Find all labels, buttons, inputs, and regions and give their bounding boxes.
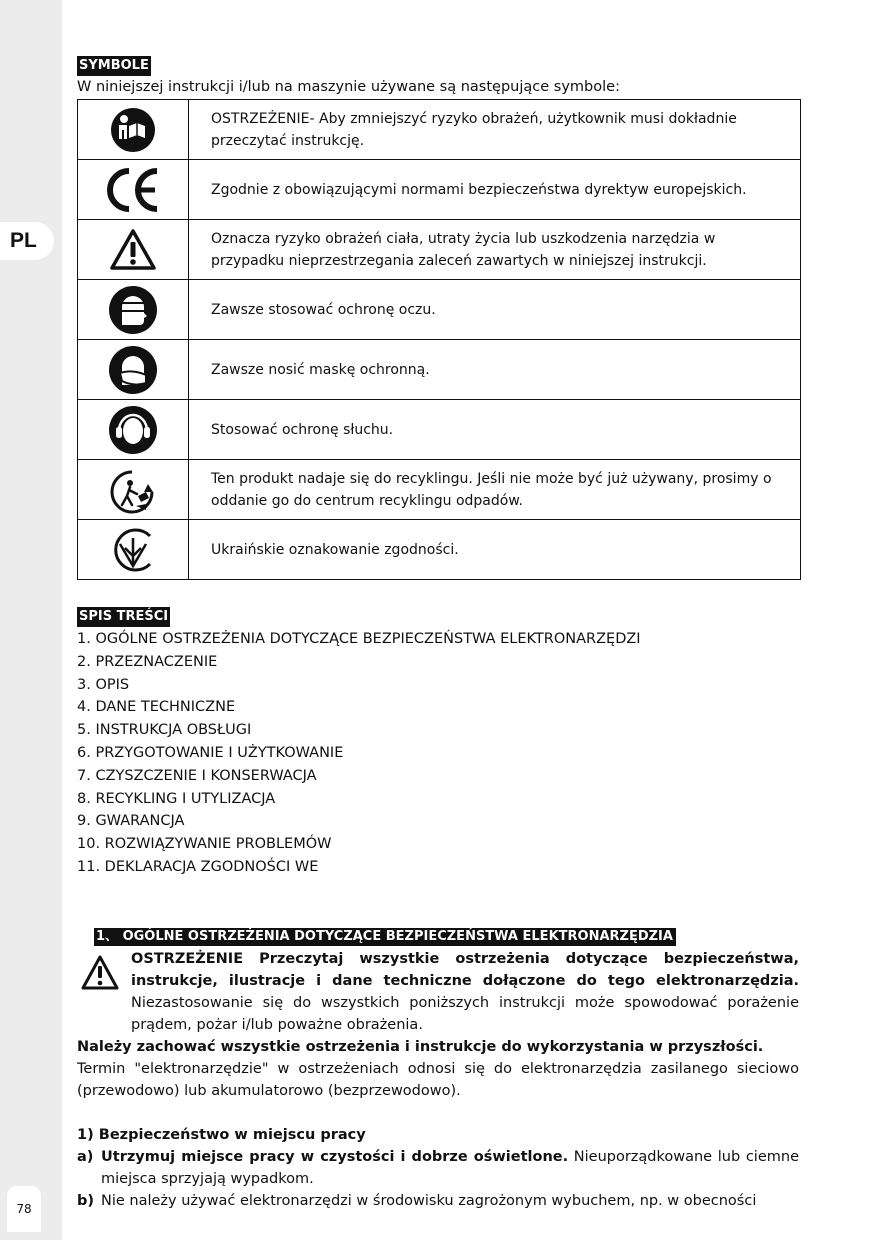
ce-mark-icon <box>105 167 161 213</box>
symbol-description: Ukraińskie oznakowanie zgodności. <box>189 520 801 580</box>
symbol-description: Ten produkt nadaje się do recyklingu. Jeśli nie może być już używany, prosimy o oddanie go do centrum recyklingu odpadów. <box>189 460 801 520</box>
list-item-bold: Utrzymuj miejsce pracy w czystości i dobrze oświetlone. <box>101 1149 569 1165</box>
language-tab: PL <box>0 222 54 260</box>
toc-item: 11. DEKLARACJA ZGODNOŚCI WE <box>77 858 319 875</box>
symbol-description: Stosować ochronę słuchu. <box>189 400 801 460</box>
symbol-description: Zawsze stosować ochronę oczu. <box>189 280 801 340</box>
toc-item: 9. GWARANCJA <box>77 813 185 830</box>
dust-mask-icon <box>108 345 158 395</box>
list-item <box>77 1146 799 1190</box>
ukrainian-conformity-icon <box>108 526 158 574</box>
warning-text: Niezastosowanie się do wszystkich poniższych instrukcji może spowodować porażenie prądem, pożar i/lub poważne obrażenia. <box>131 995 799 1033</box>
table-row <box>78 100 801 160</box>
toc-item: 3. OPIS <box>77 676 130 693</box>
page-number: 78 <box>7 1186 41 1232</box>
list-item-text: Nieuporządkowane lub ciemne miejsca sprzyjają wypadkom. <box>101 1149 799 1187</box>
symbols-intro: W niniejszej instrukcji i/lub na maszynie używane są następujące symbole: <box>77 79 620 95</box>
table-of-contents <box>77 628 641 879</box>
read-manual-icon <box>110 107 156 153</box>
symbol-description: Oznacza ryzyko obrażeń ciała, utraty życia lub uszkodzenia narzędzia w przypadku nieprzestrzegania zaleceń zawartych w niniejszej instrukcji. <box>189 220 801 280</box>
list-item-label: a) <box>77 1149 94 1165</box>
toc-item: 6. PRZYGOTOWANIE I UŻYTKOWANIE <box>77 744 344 761</box>
hearing-protection-icon <box>108 405 158 455</box>
warning-triangle-icon <box>109 228 157 272</box>
symbols-heading: SYMBOLE <box>77 56 151 76</box>
toc-item: 5. INSTRUKCJA OBSŁUGI <box>77 722 252 739</box>
recycling-icon <box>108 466 158 514</box>
table-row <box>78 160 801 220</box>
section-body <box>77 948 799 1212</box>
subsection-title: 1) Bezpieczeństwo w miejscu pracy <box>77 1127 366 1143</box>
table-row <box>78 220 801 280</box>
table-row <box>78 400 801 460</box>
list-item-text: Nie należy używać elektronarzędzi w środowisku zagrożonym wybuchem, np. w obecności <box>101 1193 757 1209</box>
keep-instructions-note: Należy zachować wszystkie ostrzeżenia i instrukcje do wykorzystania w przyszłości. <box>77 1039 764 1055</box>
table-row <box>78 520 801 580</box>
toc-item: 10. ROZWIĄZYWANIE PROBLEMÓW <box>77 836 332 853</box>
side-strip <box>0 0 62 1240</box>
symbol-description: Zawsze nosić maskę ochronną. <box>189 340 801 400</box>
symbols-table <box>77 99 801 580</box>
toc-item: 7. CZYSZCZENIE I KONSERWACJA <box>77 767 317 784</box>
list-item-label: b) <box>77 1193 95 1209</box>
eye-protection-icon <box>108 285 158 335</box>
symbol-description: OSTRZEŻENIE- Aby zmniejszyć ryzyko obrażeń, użytkownik musi dokładnie przeczytać instrukcję. <box>189 100 801 160</box>
warning-paragraph <box>131 948 799 1036</box>
toc-heading: SPIS TREŚCI <box>77 607 170 627</box>
toc-item: 4. DANE TECHNICZNE <box>77 699 236 716</box>
warning-triangle-icon <box>80 954 120 992</box>
toc-item: 2. PRZEZNACZENIE <box>77 653 218 670</box>
section-heading: 1、 OGÓLNE OSTRZEŻENIA DOTYCZĄCE BEZPIECZEŃSTWA ELEKTRONARZĘDZIA <box>94 928 676 946</box>
toc-item: 8. RECYKLING I UTYLIZACJA <box>77 790 276 807</box>
table-row <box>78 460 801 520</box>
warning-bold-text: OSTRZEŻENIE Przeczytaj wszystkie ostrzeżenia dotyczące bezpieczeństwa, instrukcje, ilustracje i dane techniczne dołączone do tego elektronarzędzia. <box>131 951 799 989</box>
table-row <box>78 340 801 400</box>
term-definition: Termin "elektronarzędzie" w ostrzeżeniach odnosi się do elektronarzędzia zasilanego sieciowo (przewodowo) lub akumulatorowo (bezprzewodowo). <box>77 1061 799 1099</box>
toc-item: 1. OGÓLNE OSTRZEŻENIA DOTYCZĄCE BEZPIECZEŃSTWA ELEKTRONARZĘDZI <box>77 631 641 647</box>
table-row <box>78 280 801 340</box>
symbol-description: Zgodnie z obowiązującymi normami bezpieczeństwa dyrektyw europejskich. <box>189 160 801 220</box>
list-item <box>77 1190 799 1212</box>
